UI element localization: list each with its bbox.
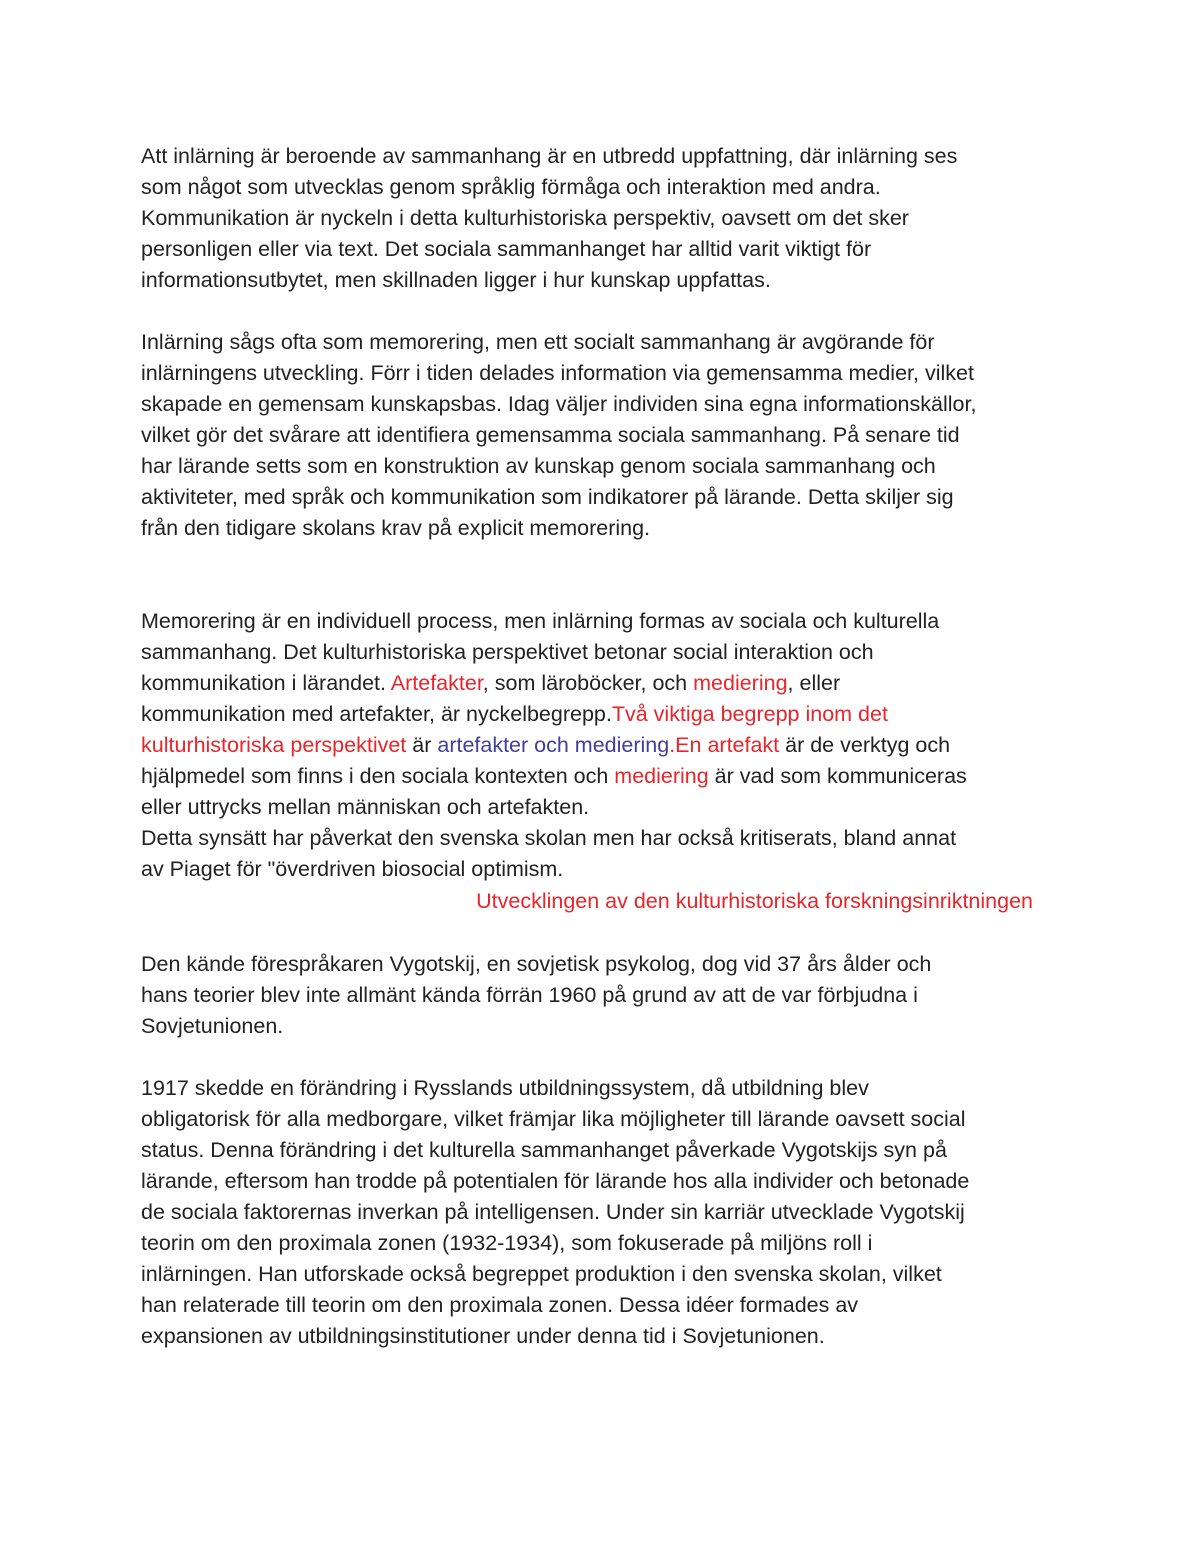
paragraph-3 <box>141 606 1066 885</box>
highlight-en-artefakt: .En artefakt <box>669 733 780 757</box>
paragraph-5: 1917 skedde en förändring i Rysslands utbildningssystem, då utbildning blev obligatorisk för alla medborgare, vilket främjar lika möjligheter till lärande oavsett social status. Denna förändring i det kulturella sammanhanget påverkade Vygotskijs syn på lärande, eftersom han trodde på potentialen för lärande hos alla individer och betonade de sociala faktorernas inverkan på intelligensen. Under sin karriär utvecklade Vygotskij teorin om den proximala zonen (1932-1934), som fokuserade på miljöns roll i inlärningen. Han utforskade också begreppet produktion i den svenska skolan, vilket han relaterade till teorin om den proximala zonen. Dessa idéer formades av expansionen av utbildningsinstitutioner under denna tid i Sovjetunionen. <box>141 1076 970 1348</box>
paragraph-2: Inlärning sågs ofta som memorering, men ett socialt sammanhang är avgörande för inlärningens utveckling. Förr i tiden delades information via gemensamma medier, vilket skapade en gemensam kunskapsbas. Idag väljer individen sina egna informationskällor, vilket gör det svårare att identifiera gemensamma sociala sammanhang. På senare tid har lärande setts som en konstruktion av kunskap genom sociala sammanhang och aktiviteter, med språk och kommunikation som indikatorer på lärande. Detta skiljer sig från den tidigare skolans krav på explicit memorering. <box>141 330 977 540</box>
highlight-tva-viktiga-begrepp: Två viktiga begrepp inom det kulturhistoriska perspektivet <box>141 702 888 757</box>
section-heading: Utvecklingen av den kulturhistoriska forskningsinriktningen <box>476 889 1033 913</box>
highlight-artefakter: Artefakter <box>390 671 483 695</box>
paragraph-4: Den kände förespråkaren Vygotskij, en sovjetisk psykolog, dog vid 37 års ålder och hans teorier blev inte allmänt kända förrän 1960 på grund av att de var förbjudna i Sovjetunionen. <box>141 952 932 1038</box>
highlight-mediering-2: mediering <box>614 764 709 788</box>
paragraph-3-text: , som läroböcker, och <box>482 671 694 695</box>
highlight-mediering: mediering <box>693 671 788 695</box>
highlight-artefakter-och-mediering: artefakter och mediering <box>437 733 670 757</box>
paragraph-3-text: är vad som kommuniceras eller uttrycks mellan människan och artefakten. Detta synsätt har påverkat den svenska skolan men har också kritiserats, bland annat av Piaget för "överdriven biosocial optimism. <box>141 764 967 881</box>
paragraph-3-text: Memorering är en individuell process, men inlärning formas av sociala och kulturella sammanhang. Det kulturhistoriska perspektivet betonar social interaktion och kommunikation i lärandet. <box>141 609 940 695</box>
paragraph-1: Att inlärning är beroende av sammanhang är en utbredd uppfattning, där inlärning ses som något som utvecklas genom språklig förmåga och interaktion med andra. Kommunikation är nyckeln i detta kulturhistoriska perspektiv, oavsett om det sker personligen eller via text. Det sociala sammanhanget har alltid varit viktigt för informationsutbytet, men skillnaden ligger i hur kunskap uppfattas. <box>141 144 958 292</box>
paragraph-3-text: är <box>406 733 438 757</box>
paragraph-3-text: är de verktyg och hjälpmedel som finns i den sociala kontexten och <box>141 733 951 788</box>
paragraph-3-text: , eller kommunikation med artefakter, är nyckelbegrepp. <box>141 671 841 726</box>
